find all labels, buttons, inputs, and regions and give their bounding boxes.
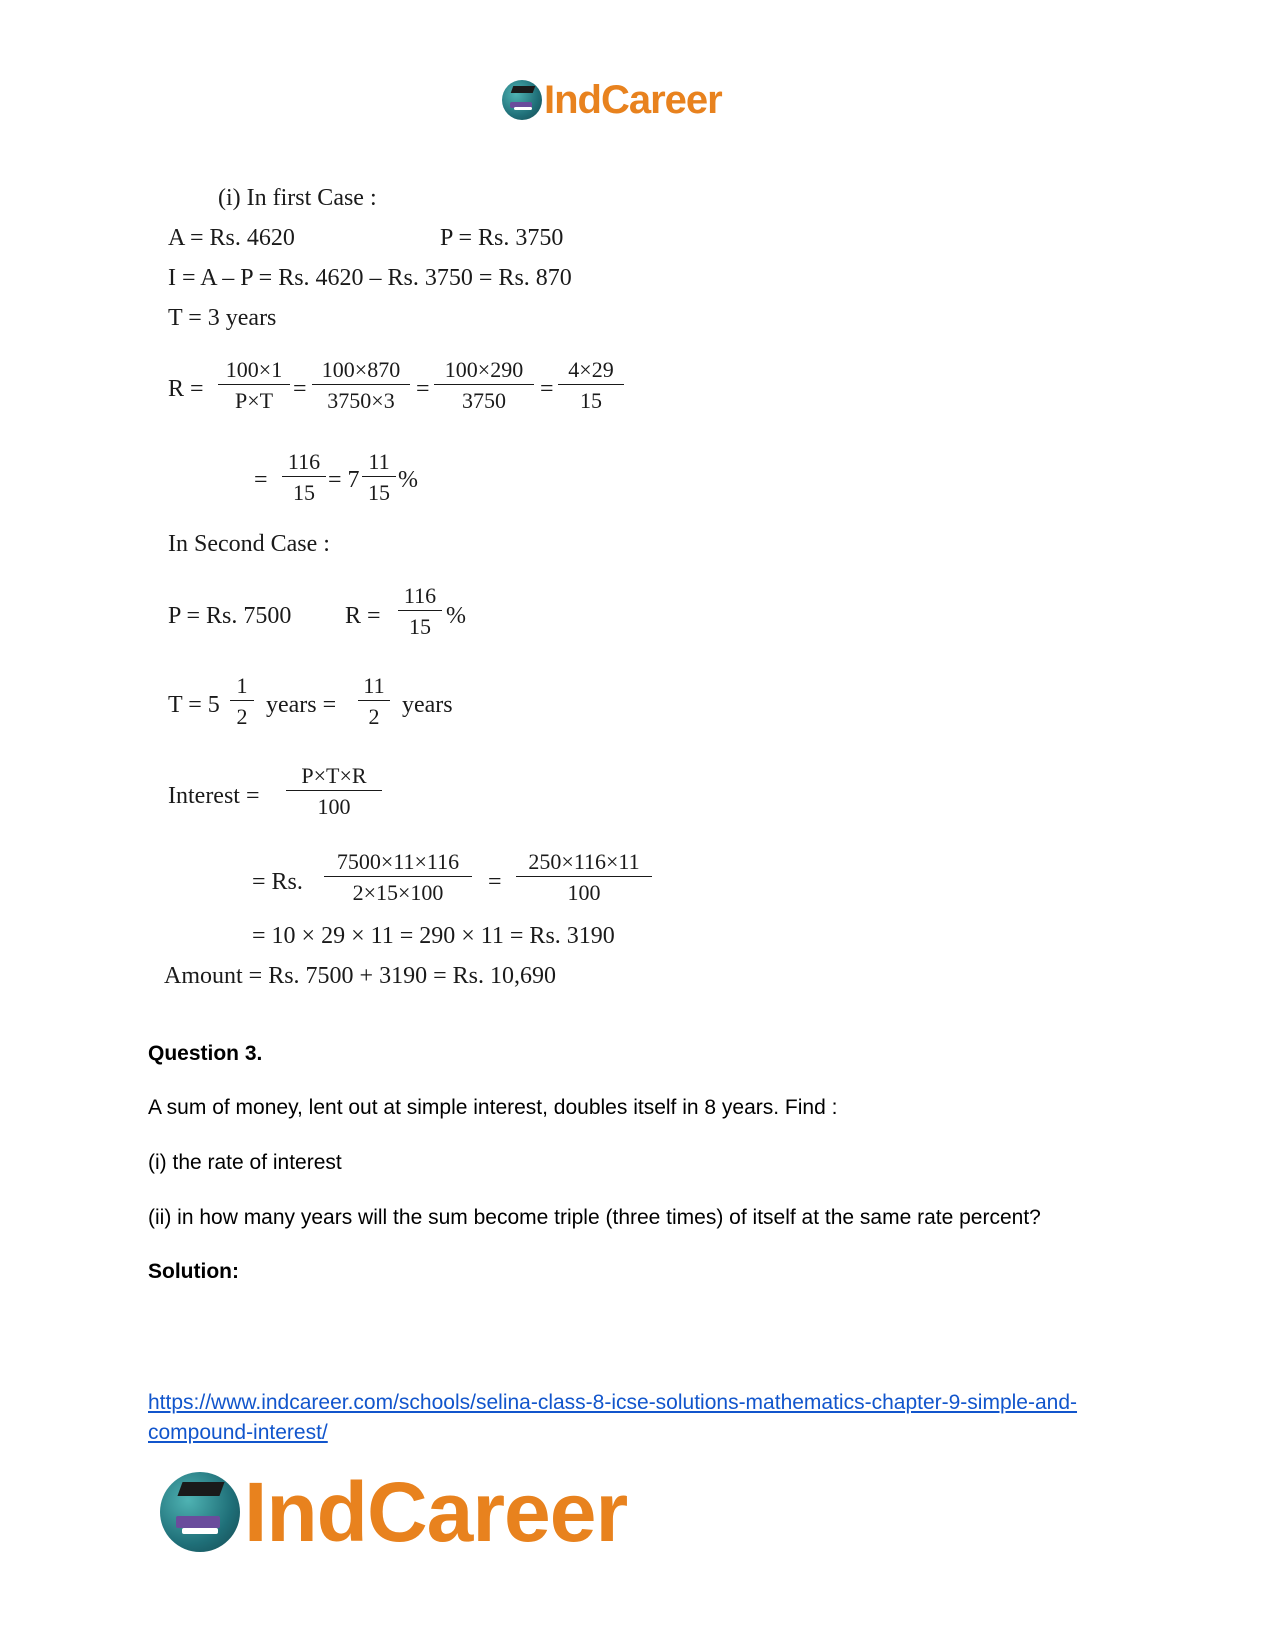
equals-sign: = — [293, 376, 307, 402]
solution-heading: Solution: — [148, 1260, 239, 1283]
case1-title: (i) In first Case : — [218, 185, 377, 211]
case1-mixed-whole: = 7 — [328, 467, 360, 493]
case1-fraction-2: $\frac{100\times 870}{3750\times 3}$ — [312, 356, 410, 415]
case2-rs-label: = Rs. — [252, 869, 303, 895]
equals-sign: = — [254, 467, 268, 493]
equals-sign: = — [488, 869, 502, 895]
case2-rate-fraction: $\frac{116}{15}$ — [398, 582, 442, 641]
logo-wordmark: IndCareer — [544, 78, 722, 122]
case1-fraction-4: $\frac{4\times 29}{15}$ — [558, 356, 624, 415]
case1-time: T = 3 years — [168, 305, 277, 331]
question-text: A sum of money, lent out at simple interest, doubles itself in 8 years. Find : — [148, 1096, 838, 1119]
logo-wordmark: IndCareer — [244, 1465, 628, 1559]
case1-fraction-1: $\frac{100\times 1}{P\times T}$ — [218, 356, 290, 415]
logo-icon — [502, 80, 542, 120]
indcareer-logo-bottom — [160, 1465, 628, 1559]
case2-time-fraction-2: $\frac{11}{2}$ — [358, 672, 390, 731]
case1-interest: I = A – P = Rs. 4620 – Rs. 3750 = Rs. 870 — [168, 265, 572, 291]
case2-rate-label: R = — [345, 603, 381, 629]
source-link[interactable]: https://www.indcareer.com/schools/selina-class-8-icse-solutions-mathematics-chapter-9-simple-and-compound-interest/ — [148, 1391, 1078, 1444]
question-heading: Question 3. — [148, 1042, 263, 1065]
case2-time-label: T = 5 — [168, 692, 220, 718]
case2-interest-formula: $\frac{P\times T\times R}{100}$ — [286, 762, 382, 821]
case2-calc-fraction-2: $\frac{250\times 116\times 11}{100}$ — [516, 848, 652, 907]
case1-fraction-3: $\frac{100\times 290}{3750}$ — [434, 356, 534, 415]
equals-sign: = — [416, 376, 430, 402]
percent-sign: % — [446, 603, 466, 629]
case2-time-unit: years — [402, 692, 453, 718]
logo-icon — [160, 1472, 240, 1552]
percent-sign: % — [398, 467, 418, 493]
case1-fraction-6: $\frac{11}{15}$ — [362, 448, 396, 507]
case1-amount: A = Rs. 4620 — [168, 225, 295, 251]
case2-time-mid: years = — [266, 692, 337, 718]
case2-interest-label: Interest = — [168, 783, 260, 809]
question-part-1: (i) the rate of interest — [148, 1151, 342, 1174]
case1-principal: P = Rs. 3750 — [440, 225, 564, 251]
case2-time-fraction: $\frac{1}{2}$ — [230, 672, 254, 731]
case1-fraction-5: $\frac{116}{15}$ — [282, 448, 326, 507]
equals-sign: = — [540, 376, 554, 402]
question-part-2: (ii) in how many years will the sum become triple (three times) of itself at the same rate percent? — [148, 1206, 1041, 1229]
case2-calc-line: = 10 × 29 × 11 = 290 × 11 = Rs. 3190 — [252, 923, 615, 949]
indcareer-logo-top — [502, 80, 722, 120]
case1-rate-label: R = — [168, 376, 204, 402]
case2-title: In Second Case : — [168, 531, 330, 557]
case2-calc-fraction-1: $\frac{7500\times 11\times 116}{2\times 15\times 100}$ — [324, 848, 472, 907]
case2-principal: P = Rs. 7500 — [168, 603, 292, 629]
case2-amount: Amount = Rs. 7500 + 3190 = Rs. 10,690 — [164, 963, 556, 989]
